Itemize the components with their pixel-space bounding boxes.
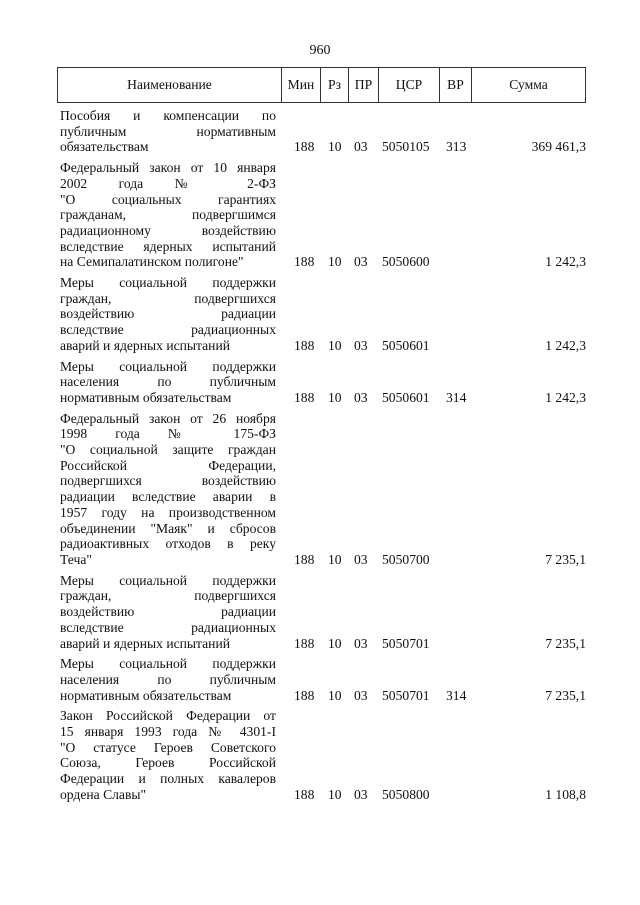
table-header: [57, 67, 586, 103]
cell-sum: 1 242,3: [545, 389, 586, 405]
row-name-line: гражданам, подвергшимся: [60, 207, 276, 223]
row-name-line: Закон Российской Федерации от: [60, 708, 276, 724]
row-name-line: Федерации и полных кавалеров: [60, 771, 276, 787]
cell-pr: 03: [354, 337, 368, 353]
row-name-line: 15 января 1993 года № 4301-I: [60, 724, 276, 740]
table-row: [57, 275, 586, 354]
row-name-line: 1998 года № 175-ФЗ: [60, 426, 276, 442]
row-codes: [57, 139, 586, 155]
cell-rz: 10: [328, 635, 342, 651]
row-name-line: граждан, подвергшихся: [60, 290, 276, 306]
row-name-line: обязательствам: [60, 139, 149, 155]
header-name: Наименование: [127, 77, 212, 93]
row-name-line: "О социальной защите граждан: [60, 442, 276, 458]
row-codes: [57, 552, 586, 568]
table-body: [57, 108, 586, 803]
row-name-line: Федеральный закон от 10 января: [60, 160, 276, 176]
cell-sum: 1 242,3: [545, 337, 586, 353]
table-row: [57, 708, 586, 802]
cell-min: 188: [294, 687, 315, 703]
cell-csr: 5050601: [382, 337, 430, 353]
cell-pr: 03: [354, 139, 368, 155]
row-name-line: публичным нормативным: [60, 123, 276, 139]
cell-csr: 5050800: [382, 786, 430, 802]
cell-csr: 5050601: [382, 389, 430, 405]
cell-sum: 7 235,1: [545, 551, 586, 567]
row-name-line: объединении "Маяк" и сбросов: [60, 520, 276, 536]
header-vr: ВР: [439, 68, 471, 102]
cell-vr: 313: [446, 139, 467, 155]
row-name-line: радиационному воздействию: [60, 222, 276, 238]
row-name-line: Российской Федерации,: [60, 457, 276, 473]
page-number: 960: [309, 43, 331, 58]
row-name-line: населения по публичным: [60, 374, 276, 390]
row-name-line: Федеральный закон от 26 ноября: [60, 410, 276, 426]
cell-min: 188: [294, 786, 315, 802]
cell-csr: 5050700: [382, 551, 430, 567]
row-codes: [57, 688, 586, 704]
cell-sum: 1 108,8: [545, 786, 586, 802]
header-rz: Рз: [320, 68, 348, 102]
cell-sum: 7 235,1: [545, 687, 586, 703]
row-codes: [57, 636, 586, 652]
cell-min: 188: [294, 139, 315, 155]
cell-csr: 5050701: [382, 687, 430, 703]
header-min: Мин: [281, 68, 320, 102]
row-name-line: Меры социальной поддержки: [60, 572, 276, 588]
row-name-line: Теча": [60, 551, 92, 567]
row-codes: [57, 390, 586, 406]
cell-min: 188: [294, 337, 315, 353]
cell-rz: 10: [328, 139, 342, 155]
row-name-line: "О статусе Героев Советского: [60, 739, 276, 755]
header-csr: ЦСР: [378, 68, 439, 102]
row-name-line: подвергшихся воздействию: [60, 473, 276, 489]
cell-sum: 7 235,1: [545, 635, 586, 651]
row-name-line: "О социальных гарантиях: [60, 191, 276, 207]
row-name-line: граждан, подвергшихся: [60, 588, 276, 604]
cell-rz: 10: [328, 337, 342, 353]
cell-rz: 10: [328, 254, 342, 270]
row-name-line: нормативным обязательствам: [60, 687, 232, 703]
cell-pr: 03: [354, 254, 368, 270]
table-row: [57, 108, 586, 155]
row-codes: [57, 338, 586, 354]
cell-min: 188: [294, 254, 315, 270]
cell-rz: 10: [328, 551, 342, 567]
row-name-line: радиации вследствие аварии в: [60, 489, 276, 505]
row-name-line: 2002 года № 2-ФЗ: [60, 175, 276, 191]
table-row: [57, 656, 586, 703]
cell-rz: 10: [328, 786, 342, 802]
row-name-line: вследствие ядерных испытаний: [60, 238, 276, 254]
cell-csr: 5050600: [382, 254, 430, 270]
row-name-line: вследствие радиационных: [60, 322, 276, 338]
cell-min: 188: [294, 635, 315, 651]
cell-pr: 03: [354, 389, 368, 405]
cell-pr: 03: [354, 635, 368, 651]
cell-csr: 5050105: [382, 139, 430, 155]
row-name-line: воздействию радиации: [60, 306, 276, 322]
cell-csr: 5050701: [382, 635, 430, 651]
row-name-line: Меры социальной поддержки: [60, 656, 276, 672]
row-name-line: Меры социальной поддержки: [60, 358, 276, 374]
cell-pr: 03: [354, 786, 368, 802]
row-name-line: ордена Славы": [60, 786, 147, 802]
row-name-line: на Семипалатинском полигоне": [60, 254, 244, 270]
row-name-line: нормативным обязательствам: [60, 389, 232, 405]
row-name-line: радиоактивных отходов в реку: [60, 536, 276, 552]
row-name-line: вследствие радиационных: [60, 619, 276, 635]
table-row: [57, 411, 586, 568]
row-name-line: населения по публичным: [60, 671, 276, 687]
row-name-line: Союза, Героев Российской: [60, 755, 276, 771]
cell-rz: 10: [328, 389, 342, 405]
table-row: [57, 160, 586, 270]
row-name-line: Пособия и компенсации по: [60, 108, 276, 123]
table-row: [57, 359, 586, 406]
row-name-line: аварий и ядерных испытаний: [60, 635, 231, 651]
row-name-line: аварий и ядерных испытаний: [60, 337, 231, 353]
cell-vr: 314: [446, 687, 467, 703]
row-name: [57, 411, 276, 568]
cell-rz: 10: [328, 687, 342, 703]
row-codes: [57, 787, 586, 803]
budget-table: [57, 67, 586, 803]
row-name-line: воздействию радиации: [60, 604, 276, 620]
cell-min: 188: [294, 551, 315, 567]
header-pr: ПР: [348, 68, 378, 102]
row-name-line: 1957 году на производственном: [60, 504, 276, 520]
cell-sum: 1 242,3: [545, 254, 586, 270]
table-row: [57, 573, 586, 652]
cell-vr: 314: [446, 389, 467, 405]
row-name-line: Меры социальной поддержки: [60, 275, 276, 291]
header-sum: Сумма: [471, 68, 585, 102]
cell-pr: 03: [354, 687, 368, 703]
cell-sum: 369 461,3: [531, 139, 586, 155]
cell-min: 188: [294, 389, 315, 405]
cell-pr: 03: [354, 551, 368, 567]
row-codes: [57, 254, 586, 270]
